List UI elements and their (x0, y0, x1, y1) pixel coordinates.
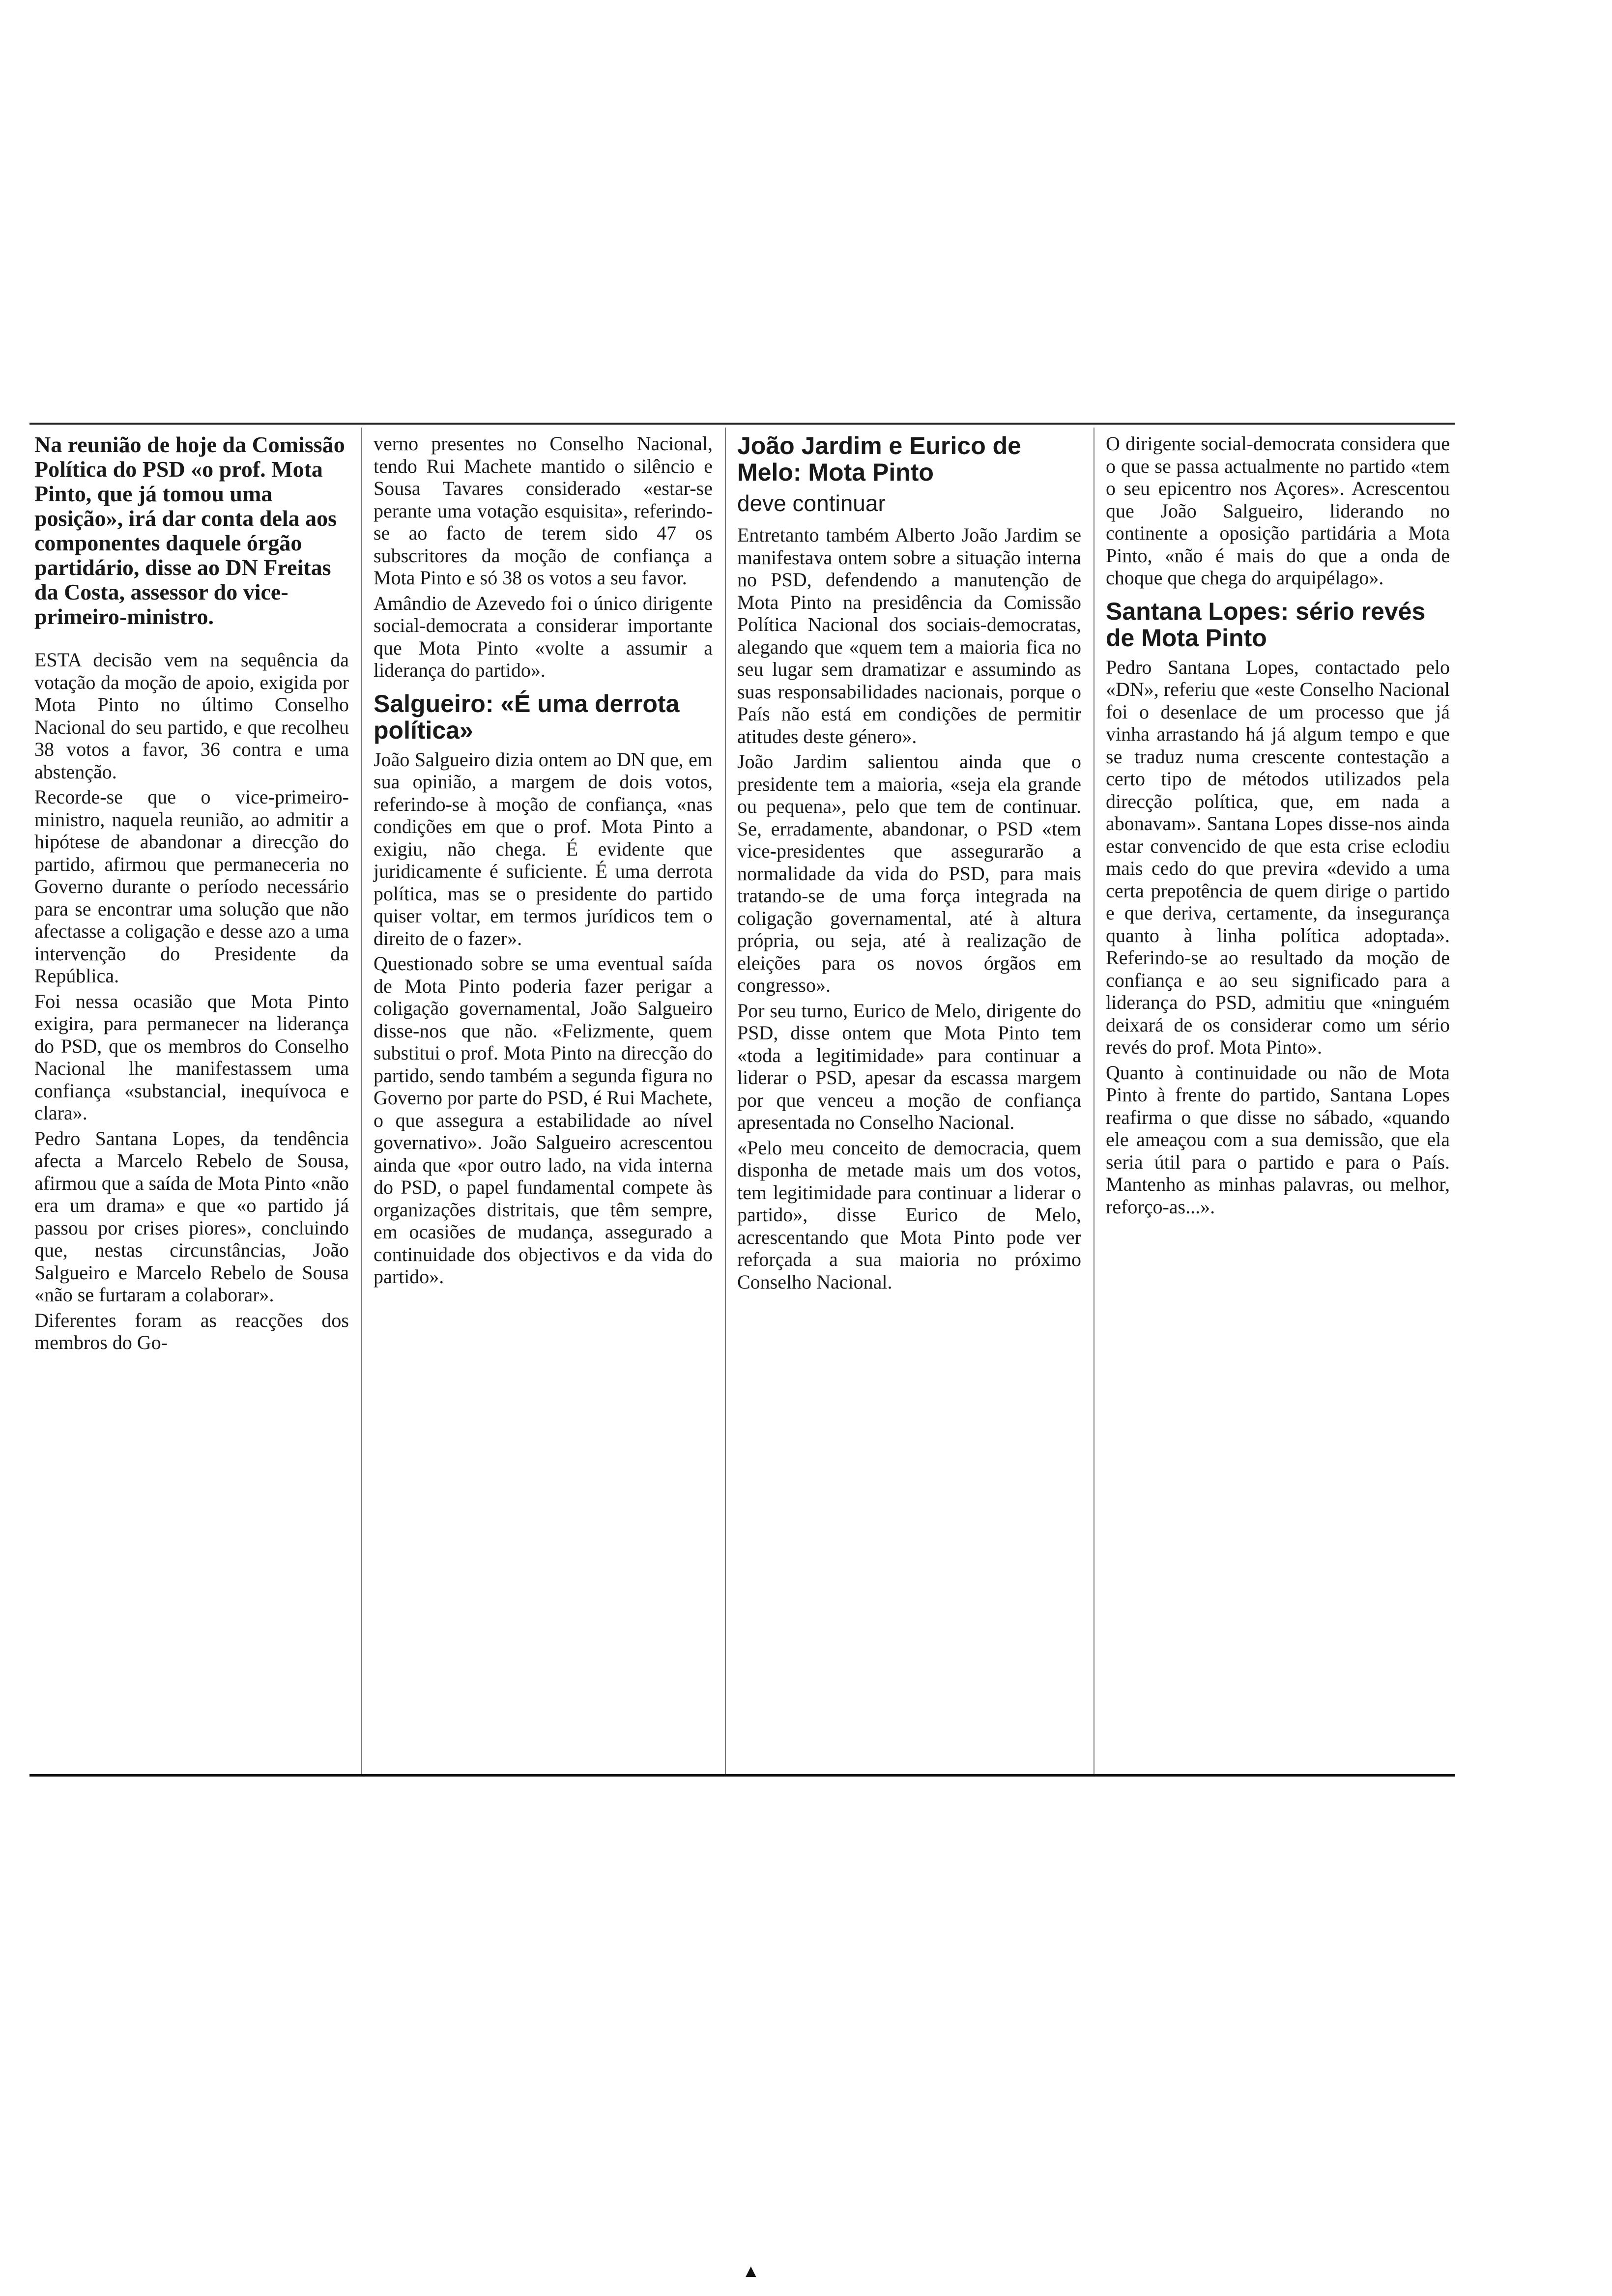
column-3 (737, 432, 1081, 1296)
section-heading: João Jardim e Eurico de Melo: Mota Pinto (737, 432, 1021, 486)
body-paragraph: ESTA decisão vem na sequência da votação da moção de apoio, exigida por Mota Pinto no último Conselho Nacional do seu partido, e que recolheu 38 votos a favor, 36 contra e uma abstenção. (34, 649, 349, 783)
body-paragraph: Pedro Santana Lopes, da tendência afecta a Marcelo Rebelo de Sousa, afirmou que a saída de Mota Pinto «não era um drama» e que «o partido já passou por crises piores», concluindo que, nestas circunstâncias, João Salgueiro e Marcelo Rebelo de Sousa «não se furtaram a colaborar». (34, 1127, 349, 1306)
bottom-rule (29, 1774, 1455, 1777)
body-paragraph: «Pelo meu conceito de democracia, quem disponha de metade mais um dos votos, tem legitimidade para continuar a liderar o partido», disse Eurico de Melo, acrescentando que Mota Pinto pode ver reforçada a sua maioria no próximo Conselho Nacional. (737, 1136, 1081, 1293)
section-heading: Santana Lopes: sério revés de Mota Pinto (1106, 597, 1426, 652)
body-paragraph: Amândio de Azevedo foi o único dirigente social-democrata a considerar importante que Mota Pinto «volte a assumir a liderança do partido». (374, 592, 713, 681)
body-paragraph: Quanto à continuidade ou não de Mota Pinto à frente do partido, Santana Lopes reafirma o que disse no sábado, «quando ele ameaçou com a sua demissão, que ela seria útil para o partido e para o País. Mantenho as minhas palavras, ou melhor, reforço-as...». (1106, 1061, 1450, 1218)
column-divider (725, 428, 726, 1774)
body-paragraph: Recorde-se que o vice-primeiro-ministro, naquela reunião, ao admitir a hipótese de abandonar a direcção do partido, afirmou que permaneceria no Governo durante o período necessário para se encontrar uma solução que não afectasse a coligação e desse azo a uma intervenção do Presidente da República. (34, 786, 349, 987)
body-paragraph: verno presentes no Conselho Nacional, tendo Rui Machete mantido o silêncio e Sousa Tavares considerado «estar-se perante uma votação esquisita», referindo-se ao facto de terem sido 47 os subscritores da moção de confiança a Mota Pinto e só 38 os votos a seu favor. (374, 432, 713, 589)
newspaper-clipping (29, 423, 1455, 1779)
top-rule (29, 423, 1455, 425)
column-divider (361, 428, 362, 1774)
body-paragraph: João Salgueiro dizia ontem ao DN que, em sua opinião, a margem de dois votos, referindo-se à moção de confiança, «nas condições em que o prof. Mota Pinto a exigiu, não chega. É evidente que juridicamente é suficiente. É uma derrota política, mas se o presidente do partido quiser voltar, em termos jurídicos tem o direito de o fazer». (374, 748, 713, 949)
body-paragraph: Diferentes foram as reacções dos membros do Go- (34, 1309, 349, 1353)
body-paragraph: Foi nessa ocasião que Mota Pinto exigira, para permanecer na liderança do PSD, que os membros do Conselho Nacional lhe manifestassem uma confiança «substancial, inequívoca e clara». (34, 990, 349, 1124)
body-paragraph: Pedro Santana Lopes, contactado pelo «DN», referiu que «este Conselho Nacional foi o desenlace de um processo que já vinha arrastando há já algum tempo e que se traduz numa crescente contestação a certo tipo de métodos utilizados pela direcção política, que, em nada a abonavam». Santana Lopes disse-nos ainda estar convencido de que esta crise eclodiu mais cedo do que previra «devido a uma certa prepotência de quem dirige o partido e que deriva, certamente, da insegurança quanto à linha política adoptada». Referindo-se ao resultado da moção de confiança e ao seu significado para a liderança do PSD, admitiu que «ninguém deixará de os considerar como um sério revés do prof. Mota Pinto». (1106, 656, 1450, 1058)
body-paragraph: João Jardim salientou ainda que o presidente tem a maioria, «seja ela grande ou pequena», pelo que tem de continuar. Se, erradamente, abandonar, o PSD «tem vice-presidentes que assegurarão a normalidade da vida do PSD, para mais tratando-se de uma força integrada na coligação governamental, até à altura própria, ou seja, até à realização de eleições para os novos órgãos em congresso». (737, 750, 1081, 996)
column-1 (34, 432, 349, 1357)
column-4 (1106, 432, 1450, 1221)
section-subheading: deve continuar (737, 490, 886, 516)
scan-speck: ▲ (742, 2261, 760, 2281)
lead-paragraph: Na reunião de hoje da Comissão Política do PSD «o prof. Mota Pinto, que já tomou uma posição», irá dar conta dela aos componentes daquele órgão partidário, disse ao DN Freitas da Costa, assessor do vice-primeiro-ministro. (34, 432, 345, 629)
body-paragraph: Entretanto também Alberto João Jardim se manifestava ontem sobre a situação interna no PSD, defendendo a manutenção de Mota Pinto na presidência da Comissão Política Nacional dos sociais-democratas, alegando que «quem tem a maioria fica no seu lugar sem dramatizar e assumindo as suas responsabilidades nacionais, porque o País não está em condições de permitir atitudes deste género». (737, 524, 1081, 747)
body-paragraph: Questionado sobre se uma eventual saída de Mota Pinto poderia fazer perigar a coligação governamental, João Salgueiro disse-nos que não. «Felizmente, quem substitui o prof. Mota Pinto na direcção do partido, sendo também a segunda figura no Governo por parte do PSD, é Rui Machete, o que assegura a estabilidade ao nível governativo». João Salgueiro acrescentou ainda que «por outro lado, na vida interna do PSD, o papel fundamental compete às organizações distritais, que têm sempre, em ocasiões de mudança, assegurado a continuidade dos objectivos e da vida do partido». (374, 952, 713, 1288)
column-2 (374, 432, 713, 1291)
body-paragraph: O dirigente social-democrata considera que o que se passa actualmente no partido «tem o seu epicentro nos Açores». Acrescentou que João Salgueiro, liderando no continente a oposição partidária a Mota Pinto, «não é mais do que a onda de choque que chega do arquipélago». (1106, 432, 1450, 589)
body-paragraph: Por seu turno, Eurico de Melo, dirigente do PSD, disse ontem que Mota Pinto tem «toda a legitimidade» para continuar a liderar o PSD, apesar da escassa margem por que venceu a moção de confiança apresentada no Conselho Nacional. (737, 999, 1081, 1133)
section-heading: Salgueiro: «É uma derrota política» (374, 689, 680, 744)
